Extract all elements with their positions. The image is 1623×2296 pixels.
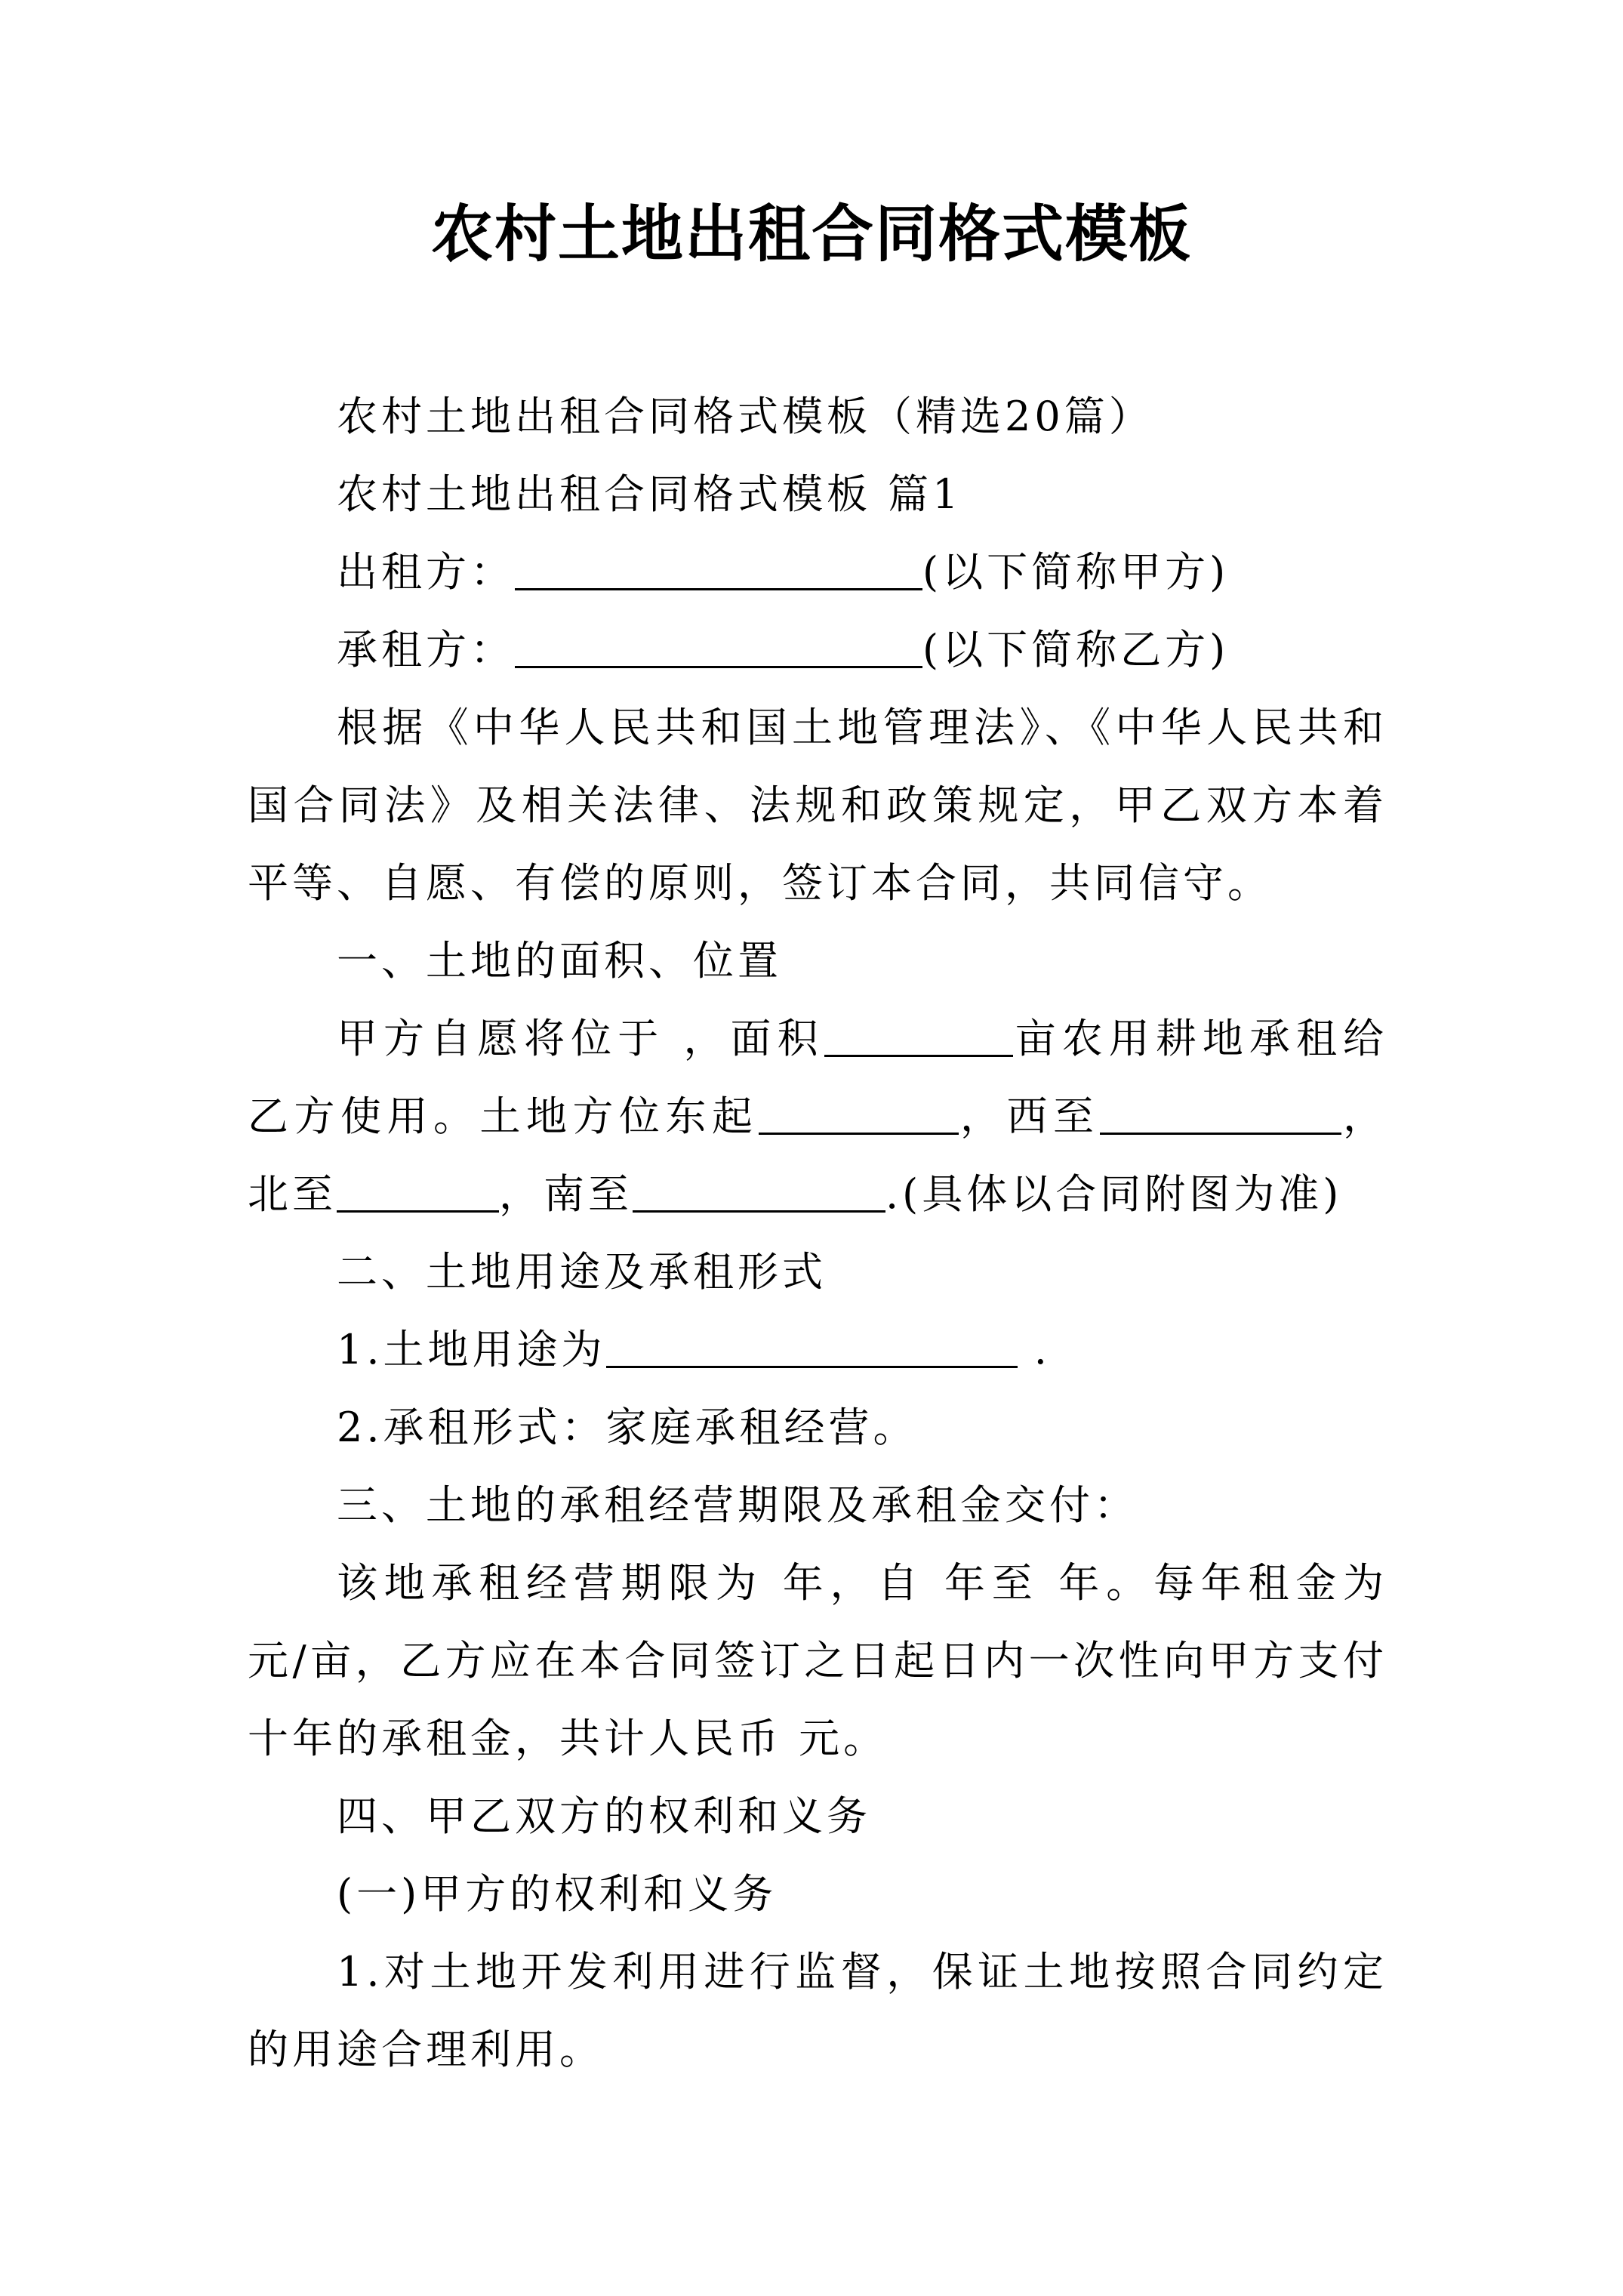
lessor-line [248,533,1387,611]
section1-text-e: ，南至 [499,1170,633,1218]
section2-item1 [248,1311,1387,1388]
lessor-suffix: (以下简称甲方) [922,548,1230,596]
section1-text-b: 亩农用耕地承租给乙方使用。土地方位东起 [248,1015,1388,1140]
section4-heading: 四、甲乙双方的权利和义务 [337,1792,871,1840]
section1-text-d: ，北至 [248,1093,1387,1218]
section1-text-f: .(具体以合同附图为准) [885,1170,1343,1218]
lessor-blank [515,552,922,591]
section3-paragraph: 该地承租经营期限为 年，自 年至 年。每年租金为 元/亩，乙方应在本合同签订之日起日内一次性向甲方支付十年的承租金，共计人民币 元。 [248,1559,1387,1762]
land-use-suffix: . [1017,1326,1051,1373]
section2-heading: 二、土地用途及承租形式 [337,1248,827,1296]
section2-item2: 2.承租形式：家庭承租经营。 [337,1404,918,1451]
east-blank [759,1096,959,1136]
land-use-blank [606,1330,1018,1369]
lessee-suffix: (以下简称乙方) [922,626,1230,673]
area-blank [824,1019,1013,1058]
section1-text-a: 甲方自愿将位于 ，面积 [337,1015,824,1062]
section1-heading: 一、土地的面积、位置 [337,937,782,985]
section3-heading: 三、土地的承租经营期限及承租金交付： [337,1481,1138,1529]
lessee-label: 承租方： [337,626,515,673]
document-body [248,378,1387,2088]
document-title: 农村土地出租合同格式模板 [430,198,1192,270]
subtitle: 农村土地出租合同格式模板（精选20篇） [337,393,1153,440]
part-heading: 农村土地出租合同格式模板 篇1 [337,470,962,518]
lessee-blank [515,630,922,669]
land-use-label: 1.土地用途为 [337,1326,606,1373]
north-blank [337,1174,499,1213]
preamble-paragraph: 根据《中华人民共和国土地管理法》、《中华人民共和国合同法》及相关法律、法规和政策规定，甲乙双方本着平等、自愿、有偿的原则，签订本合同，共同信守。 [248,704,1387,907]
lessor-label: 出租方： [337,548,515,596]
west-blank [1100,1096,1341,1136]
section4-sub1-item1: 1.对土地开发利用进行监督，保证土地按照合同约定的用途合理利用。 [248,1948,1387,2073]
section4-sub1-heading: (一)甲方的权利和义务 [337,1870,778,1918]
section1-text-c: ，西至 [958,1093,1100,1140]
south-blank [633,1174,885,1213]
lessee-line [248,611,1387,689]
section1-paragraph [248,1000,1387,1233]
